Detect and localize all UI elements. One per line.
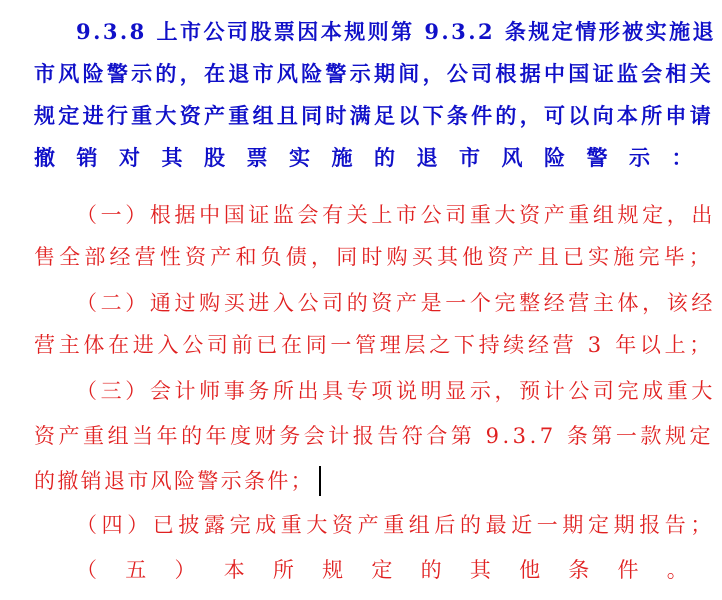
- article-heading-line-3: 规定进行重大资产重组且同时满足以下条件的，可以向本所申请: [34, 103, 714, 128]
- text-cursor[interactable]: [319, 466, 321, 496]
- condition-2-line-1: （二）通过购买进入公司的资产是一个完整经营主体，该经: [76, 291, 716, 315]
- article-heading-line-1: 9.3.8 上市公司股票因本规则第 9.3.2 条规定情形被实施退: [76, 19, 716, 44]
- condition-2-line-2: 营主体在进入公司前已在同一管理层之下持续经营 3 年以上；: [34, 333, 714, 357]
- condition-1-line-1: （一）根据中国证监会有关上市公司重大资产重组规定，出: [76, 203, 716, 227]
- article-heading-line-2: 市风险警示的，在退市风险警示期间，公司根据中国证监会相关: [34, 61, 714, 86]
- condition-4-line-1: （四）已披露完成重大资产重组后的最近一期定期报告；: [76, 513, 716, 537]
- article-heading-line-4: 撤销对其股票实施的退市风险警示：: [34, 145, 714, 170]
- condition-5-line-1: （五）本所规定的其他条件。: [76, 558, 716, 582]
- condition-3-line-1: （三）会计师事务所出具专项说明显示，预计公司完成重大: [76, 379, 716, 403]
- condition-3-line-2: 资产重组当年的年度财务会计报告符合第 9.3.7 条第一款规定: [34, 424, 714, 448]
- condition-1-line-2: 售全部经营性资产和负债，同时购买其他资产且已实施完毕；: [34, 245, 714, 269]
- condition-3-line-3: 的撤销退市风险警示条件；: [34, 469, 314, 493]
